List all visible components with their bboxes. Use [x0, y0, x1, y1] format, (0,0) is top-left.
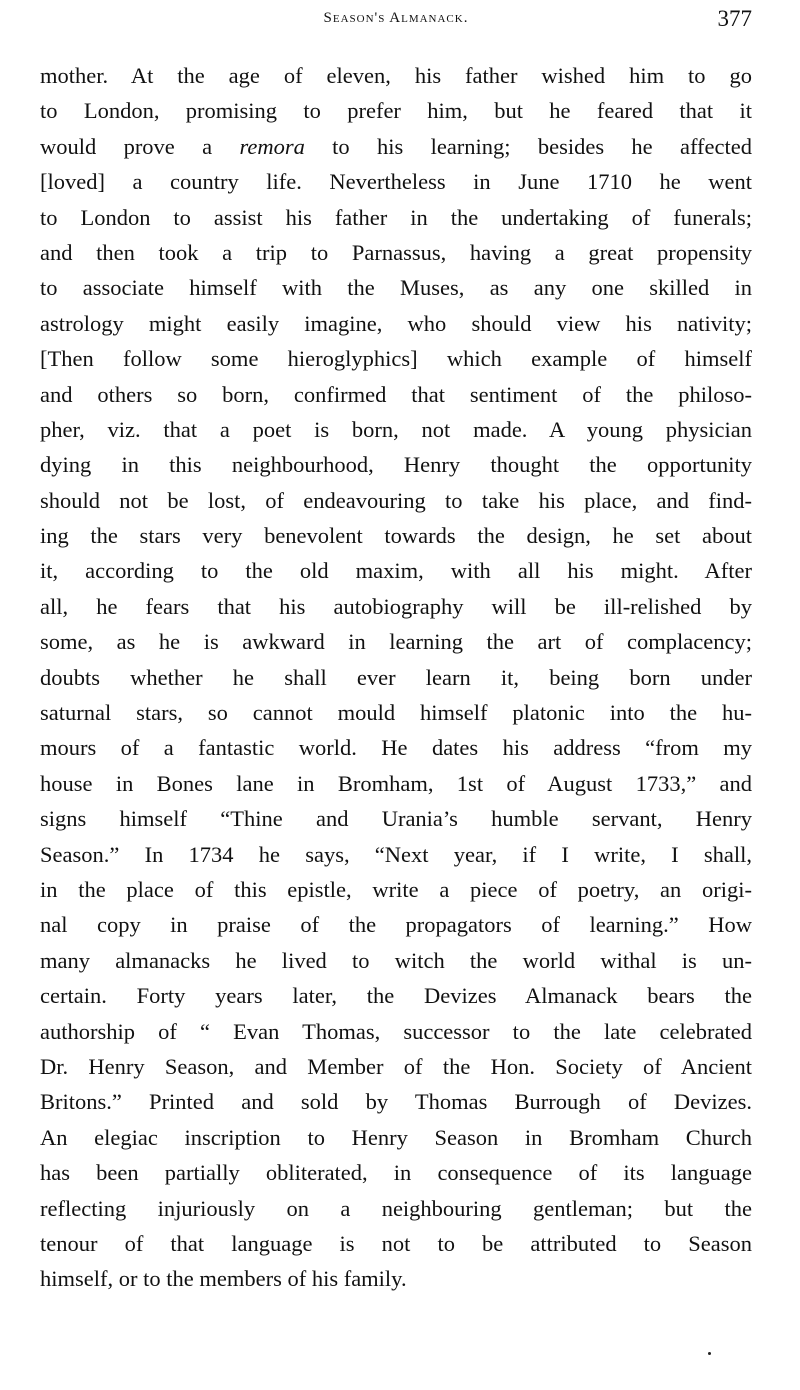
page-number: 377: [717, 6, 752, 31]
text-segment: nal copy in praise of the propagators of learning.” How: [40, 912, 752, 938]
text-segment: doubts whether he shall ever learn it, being born under: [40, 664, 752, 690]
text-line: [40, 1049, 752, 1084]
text-line: [40, 235, 752, 270]
text-segment: authorship of “ Evan Thomas, successor to the late celebrated: [40, 1018, 752, 1044]
text-segment: pher, viz. that a poet is born, not made. A young physician: [40, 416, 752, 442]
text-line: [40, 907, 752, 942]
text-segment: astrology might easily imagine, who should view his nativity;: [40, 310, 752, 336]
text-segment: Britons.” Printed and sold by Thomas Burrough of Devizes.: [40, 1089, 752, 1115]
text-segment: and then took a trip to Parnassus, having a great propensity: [40, 239, 752, 265]
text-segment: to associate himself with the Muses, as any one skilled in: [40, 275, 752, 301]
text-line: [40, 1014, 752, 1049]
text-segment: to London to assist his father in the undertaking of funerals;: [40, 204, 752, 230]
text-segment: reflecting injuriously on a neighbouring gentleman; but the: [40, 1195, 752, 1221]
text-line: [40, 1191, 752, 1226]
text-line: [40, 1120, 752, 1155]
text-segment: mother. At the age of eleven, his father wished him to go: [40, 63, 752, 88]
text-segment: in the place of this epistle, write a piece of poetry, an origi-: [40, 876, 752, 902]
text-line: [40, 200, 752, 235]
text-segment: tenour of that language is not to be attributed to Season: [40, 1230, 752, 1256]
text-line: [40, 801, 752, 836]
text-segment: [loved] a country life. Nevertheless in June 1710 he went: [40, 169, 752, 195]
text-line: [40, 58, 752, 93]
text-segment: it, according to the old maxim, with all his might. After: [40, 558, 752, 584]
text-segment: and others so born, confirmed that sentiment of the philoso-: [40, 381, 752, 407]
text-line: [40, 377, 752, 412]
text-line: [40, 518, 752, 553]
text-segment: all, he fears that his autobiography will be ill-relished by: [40, 593, 752, 619]
text-segment: to his learning; besides he affected: [304, 133, 752, 159]
italic-word: remora: [239, 133, 305, 159]
text-line: [40, 624, 752, 659]
text-segment: dying in this neighbourhood, Henry thought the opportunity: [40, 452, 752, 478]
text-segment: [Then follow some hieroglyphics] which example of himself: [40, 346, 752, 372]
text-line: [40, 93, 752, 128]
text-line: [40, 766, 752, 801]
text-line: [40, 447, 752, 482]
running-title: Season's Almanack.: [323, 10, 469, 26]
text-segment: ing the stars very benevolent towards the design, he set about: [40, 523, 752, 549]
text-segment: Season.” In 1734 he says, “Next year, if I write, I shall,: [40, 841, 752, 867]
text-segment: certain. Forty years later, the Devizes Almanack bears the: [40, 983, 752, 1009]
text-line: [40, 660, 752, 695]
page-header: [40, 6, 752, 36]
text-segment: some, as he is awkward in learning the art of complacency;: [40, 629, 752, 655]
text-segment: house in Bones lane in Bromham, 1st of August 1733,” and: [40, 770, 752, 796]
text-line: [40, 978, 752, 1013]
text-line: [40, 412, 752, 447]
text-segment: should not be lost, of endeavouring to take his place, and find-: [40, 487, 752, 513]
text-line: [40, 129, 752, 164]
print-speck: [708, 1352, 711, 1355]
text-line: [40, 589, 752, 624]
text-line: [40, 943, 752, 978]
text-segment: would prove a: [40, 133, 240, 159]
text-segment: saturnal stars, so cannot mould himself platonic into the hu-: [40, 700, 752, 726]
text-line: [40, 341, 752, 376]
text-segment: Dr. Henry Season, and Member of the Hon. Society of Ancient: [40, 1053, 752, 1079]
text-segment: mours of a fantastic world. He dates his address “from my: [40, 735, 752, 761]
body-text: [40, 58, 752, 1297]
text-line: [40, 1261, 752, 1296]
text-segment: An elegiac inscription to Henry Season in Bromham Church: [40, 1124, 752, 1150]
text-line: [40, 553, 752, 588]
text-line: [40, 164, 752, 199]
text-line: [40, 1226, 752, 1261]
text-line: [40, 1155, 752, 1190]
text-line: [40, 270, 752, 305]
text-line: [40, 483, 752, 518]
text-line: [40, 1084, 752, 1119]
text-line: [40, 837, 752, 872]
text-segment: to London, promising to prefer him, but he feared that it: [40, 98, 752, 124]
text-segment: signs himself “Thine and Urania’s humble servant, Henry: [40, 806, 752, 832]
text-line: [40, 872, 752, 907]
text-line: [40, 695, 752, 730]
text-segment: many almanacks he lived to witch the world withal is un-: [40, 947, 752, 973]
text-line: [40, 306, 752, 341]
text-segment: himself, or to the members of his family.: [40, 1266, 407, 1292]
text-line: [40, 730, 752, 765]
text-segment: has been partially obliterated, in consequence of its language: [40, 1160, 752, 1186]
